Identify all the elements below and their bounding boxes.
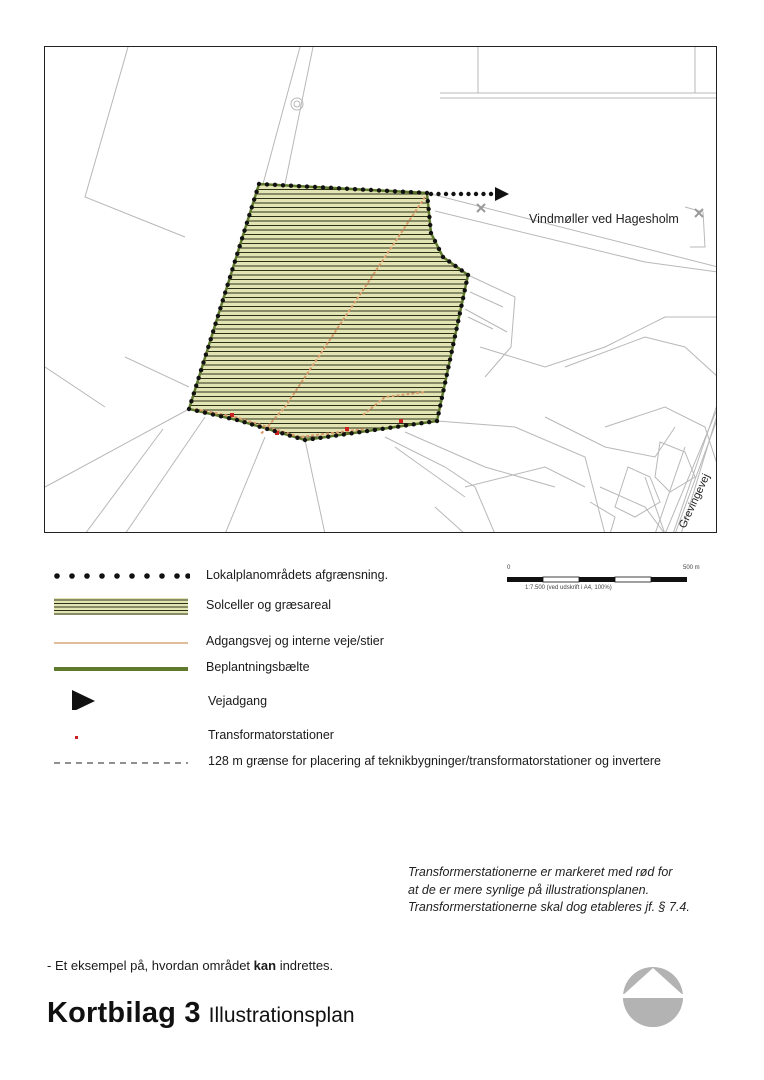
boundary-dot: [369, 188, 373, 192]
boundary-dot: [373, 428, 377, 432]
boundary-dot: [361, 187, 365, 191]
boundary-dot: [245, 221, 249, 225]
boundary-dot: [454, 327, 458, 331]
note-line: Transformerstationerne skal dog etableres jf. § 7.4.: [408, 900, 690, 914]
boundary-dot: [451, 342, 455, 346]
note-line: at de er mere synlige på illustrationsplanen.: [408, 882, 650, 897]
note-line: Transformerstationerne er markeret med rød for: [408, 865, 673, 879]
access-arrow-icon: [50, 688, 190, 710]
boundary-dot: [435, 419, 439, 423]
boundary-dot: [409, 190, 413, 194]
boundary-dot: [401, 190, 405, 194]
boundary-dot: [427, 420, 431, 424]
boundary-dot: [404, 423, 408, 427]
transformer-note: [408, 864, 748, 917]
boundary-dot: [209, 337, 213, 341]
boundary-dot: [453, 264, 457, 268]
access-road: [429, 192, 493, 196]
access-dot: [474, 192, 478, 196]
boundary-dot: [254, 190, 258, 194]
access-dot: [436, 192, 440, 196]
boundary-dot: [388, 426, 392, 430]
boundary-dot: [456, 319, 460, 323]
boundary-dot: [237, 244, 241, 248]
boundary-dot: [187, 407, 191, 411]
boundary-dot: [326, 434, 330, 438]
boundary-dot: [273, 429, 277, 433]
boundary-dot: [196, 376, 200, 380]
boundary-dot: [235, 418, 239, 422]
transformer-station[interactable]: [230, 413, 234, 417]
boundary-dot: [365, 429, 369, 433]
boundary-dot: [396, 424, 400, 428]
boundary-dot: [199, 368, 203, 372]
boundary-dot: [321, 185, 325, 189]
legend-label: Solceller og græsareal: [206, 598, 332, 612]
boundary-dot: [252, 197, 256, 201]
boundary-dot: [466, 273, 470, 277]
boundary-dot: [247, 213, 251, 217]
title-sub: Illustrationsplan: [208, 1004, 355, 1027]
boundary-dot: [297, 184, 301, 188]
scale-bar: [505, 565, 705, 597]
boundary-dot: [235, 252, 239, 256]
example-prefix: - Et eksempel på, hvordan området: [47, 958, 254, 973]
boundary-dot: [441, 388, 445, 392]
solar-area[interactable]: [175, 184, 475, 440]
legend-label: 128 m grænse for placering af teknikbygninger/transformatorstationer og invertere: [208, 754, 662, 768]
boundary-dot: [461, 296, 465, 300]
boundary-dot: [449, 350, 453, 354]
boundary-dot: [305, 184, 309, 188]
boundary-dot: [250, 205, 254, 209]
boundary-dot: [257, 182, 261, 186]
boundary-dot: [250, 422, 254, 426]
boundary-dot: [393, 189, 397, 193]
scale-caption: 1:7.500 (ved udskrift i A4, 100%): [525, 585, 612, 591]
boundary-dot: [443, 380, 447, 384]
transformer-station[interactable]: [345, 427, 349, 431]
boundary-dot: [342, 432, 346, 436]
boundary-dot: [425, 191, 429, 195]
title-main: Kortbilag 3: [47, 997, 201, 1029]
solar-swatch-icon: [50, 596, 190, 618]
access-dot: [429, 192, 433, 196]
transformer-station[interactable]: [399, 419, 403, 423]
boundary-dot: [460, 268, 464, 272]
boundary-dot: [377, 188, 381, 192]
boundary-dot: [441, 255, 445, 259]
boundary-dot: [464, 280, 468, 284]
boundary-dot: [211, 412, 215, 416]
boundary-dot: [225, 283, 229, 287]
wind-turbine-label: Vindmøller ved Hagesholm: [529, 212, 679, 226]
example-suffix: indrettes.: [276, 958, 334, 973]
boundary-dot: [426, 199, 430, 203]
boundary-dot: [445, 373, 449, 377]
boundary-dots-icon: [50, 566, 190, 588]
boundary-dot: [240, 236, 244, 240]
boundary-dot: [345, 187, 349, 191]
boundary-dot: [219, 414, 223, 418]
boundary-dot: [463, 288, 467, 292]
example-text: [47, 958, 333, 973]
boundary-dot: [440, 396, 444, 400]
legend-label: Lokalplanområdets afgrænsning.: [206, 568, 389, 582]
boundary-dot: [357, 430, 361, 434]
planting-line-icon: [50, 658, 190, 680]
boundary-dot: [453, 334, 457, 338]
access-dot: [444, 192, 448, 196]
boundary-dot: [426, 207, 430, 211]
boundary-dot: [289, 184, 293, 188]
boundary-dot: [417, 190, 421, 194]
boundary-dot: [194, 384, 198, 388]
boundary-dot: [311, 437, 315, 441]
boundary-dot: [437, 247, 441, 251]
boundary-dot: [380, 427, 384, 431]
boundary-dot: [288, 433, 292, 437]
boundary-dot: [227, 416, 231, 420]
wind-turbine-icon[interactable]: [695, 209, 703, 217]
legend-label: Adgangsvej og interne veje/stier: [206, 634, 384, 648]
boundary-dot: [427, 215, 431, 219]
boundary-dot: [206, 345, 210, 349]
boundary-dot: [349, 431, 353, 435]
access-dot: [489, 192, 493, 196]
boundary-dot: [216, 314, 220, 318]
boundary-dot: [385, 189, 389, 193]
access-dot: [451, 192, 455, 196]
road-label: Grevingevej: [676, 471, 713, 531]
wind-turbine-icon[interactable]: [477, 204, 485, 212]
access-dot: [459, 192, 463, 196]
boundary-dot: [273, 183, 277, 187]
map-panel[interactable]: [44, 46, 717, 533]
boundary-dot: [195, 409, 199, 413]
boundary-dot: [419, 421, 423, 425]
boundary-dot: [313, 185, 317, 189]
limit-dashed-line-icon: [50, 752, 190, 774]
boundary-dot: [353, 187, 357, 191]
boundary-dot: [257, 424, 261, 428]
boundary-dot: [223, 290, 227, 294]
access-arrow-icon[interactable]: [495, 187, 509, 201]
legend-label: Beplantningsbælte: [206, 660, 310, 674]
boundary-dot: [242, 228, 246, 232]
boundary-dot: [433, 239, 437, 243]
page-title: [47, 997, 355, 1030]
boundary-dot: [329, 186, 333, 190]
boundary-dot: [221, 298, 225, 302]
boundary-dot: [211, 329, 215, 333]
boundary-dot: [213, 321, 217, 325]
scale-start: 0: [507, 565, 511, 571]
boundary-dot: [446, 365, 450, 369]
boundary-dot: [337, 186, 341, 190]
boundary-dot: [447, 259, 451, 263]
transformer-marker-icon: [50, 726, 190, 748]
boundary-dot: [280, 431, 284, 435]
legend-label: Vejadgang: [208, 694, 268, 708]
boundary-dot: [459, 304, 463, 308]
boundary-dot: [201, 360, 205, 364]
scale-end: 500 m: [683, 565, 700, 571]
boundary-dot: [265, 182, 269, 186]
boundary-dot: [458, 311, 462, 315]
boundary-dot: [436, 411, 440, 415]
road-line-icon: [50, 632, 190, 654]
boundary-dot: [204, 352, 208, 356]
boundary-dot: [233, 259, 237, 263]
municipality-logo-icon: [622, 966, 684, 1028]
solar-fill: [189, 184, 468, 440]
boundary-dot: [281, 183, 285, 187]
boundary-dot: [428, 223, 432, 227]
boundary-dot: [448, 357, 452, 361]
boundary-dot: [218, 306, 222, 310]
boundary-dot: [318, 436, 322, 440]
access-dot: [481, 192, 485, 196]
boundary-dot: [429, 231, 433, 235]
map-canvas: [45, 47, 717, 533]
boundary-dot: [242, 420, 246, 424]
boundary-dot: [334, 433, 338, 437]
boundary-dot: [230, 267, 234, 271]
boundary-dot: [265, 427, 269, 431]
boundary-dot: [412, 422, 416, 426]
boundary-dot: [203, 410, 207, 414]
boundary-dot: [438, 403, 442, 407]
boundary-dot: [192, 391, 196, 395]
boundary-dot: [189, 399, 193, 403]
boundary-dot: [228, 275, 232, 279]
boundary-dot: [303, 438, 307, 442]
legend-label: Transformatorstationer: [208, 728, 334, 742]
access-dot: [466, 192, 470, 196]
example-emphasis: kan: [253, 958, 277, 973]
boundary-dot: [295, 436, 299, 440]
